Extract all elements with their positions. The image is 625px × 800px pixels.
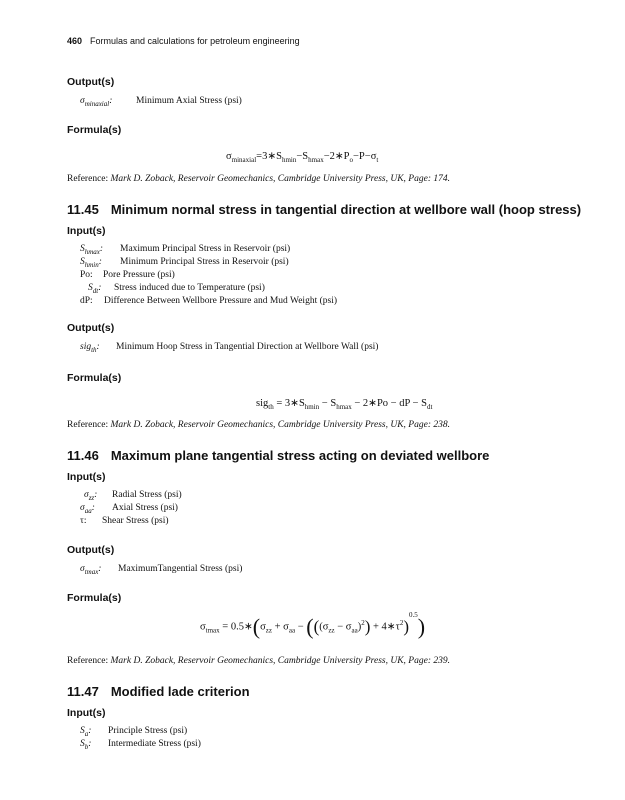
formula-tangential-stress: $\sigma_{tmax}$ = $0.5∗(\sigma_{zz} + \sigma_{aa} - (((\sigma_{zz} - \sigma_{aa})^2)$ + $4∗\tau^2)^{0.5}$): [200, 610, 426, 639]
formula-heading: Formula(s): [67, 592, 122, 604]
output-heading: Output(s): [67, 322, 115, 334]
reference: Reference: Mark D. Zoback, Reservoir Geomechanics, Cambridge University Press, UK, Page: 174.: [67, 174, 450, 184]
formula-heading: Formula(s): [67, 124, 122, 136]
output-variable: sig$_{th}$: Minimum Hoop Stress in Tangential Direction at Wellbore Wall (psi): [80, 342, 379, 354]
page-number: 460: [67, 36, 83, 46]
section-heading-11-46: 11.46 Maximum plane tangential stress acting on deviated wellbore: [67, 448, 490, 463]
input-variable: $S_{hmax}$: Maximum Principal Stress in Reservoir (psi): [80, 244, 291, 256]
running-header: [67, 36, 300, 46]
input-variable: $\sigma_{aa}$: Axial Stress (psi): [80, 503, 178, 515]
input-heading: Input(s): [67, 225, 106, 237]
input-heading: Input(s): [67, 707, 106, 719]
input-variable: $S_a$: Principle Stress (psi): [80, 726, 188, 738]
section-heading-11-47: 11.47 Modified lade criterion: [67, 684, 250, 699]
output-heading: Output(s): [67, 76, 115, 88]
formula-minaxial: $\sigma_{minaxial}=3∗S_{hmin}-S_{hmax}-2∗P_o-P-\sigma_t$: [226, 151, 379, 165]
input-heading: Input(s): [67, 471, 106, 483]
reference: Reference: Mark D. Zoback, Reservoir Geomechanics, Cambridge University Press, UK, Page: 238.: [67, 420, 450, 430]
output-variable: $\sigma_{tmax}$: MaximumTangential Stress (psi): [80, 564, 243, 576]
input-variable: $\sigma_{zz}$: Radial Stress (psi): [84, 490, 182, 502]
input-variable: Po: Pore Pressure (psi): [80, 270, 175, 280]
input-variable: $S_{dt}$: Stress induced due to Temperature (psi): [88, 283, 265, 295]
input-variable: dP: Difference Between Wellbore Pressure and Mud Weight (psi): [80, 296, 338, 306]
formula-heading: Formula(s): [67, 372, 122, 384]
reference: Reference: Mark D. Zoback, Reservoir Geomechanics, Cambridge University Press, UK, Page: 239.: [67, 656, 450, 666]
book-title: Formulas and calculations for petroleum engineering: [90, 36, 300, 46]
section-heading-11-45: 11.45 Minimum normal stress in tangential direction at wellbore wall (hoop stress): [67, 202, 582, 217]
output-description: Minimum Axial Stress (psi): [136, 96, 242, 106]
input-variable: $S_b$: Intermediate Stress (psi): [80, 739, 201, 751]
input-variable: τ: Shear Stress (psi): [80, 516, 169, 526]
output-heading: Output(s): [67, 544, 115, 556]
output-variable: $\sigma_{minaxial}$: Minimum Axial Stress (psi): [80, 96, 242, 108]
formula-hoop-stress: $sig_{th} = 3∗S_{hmin} - S_{hmax}$ − 2∗Po − dP − $S_{dt}$: [256, 398, 433, 412]
input-variable: $S_{hmin}$: Minimum Principal Stress in Reservoir (psi): [80, 257, 289, 269]
